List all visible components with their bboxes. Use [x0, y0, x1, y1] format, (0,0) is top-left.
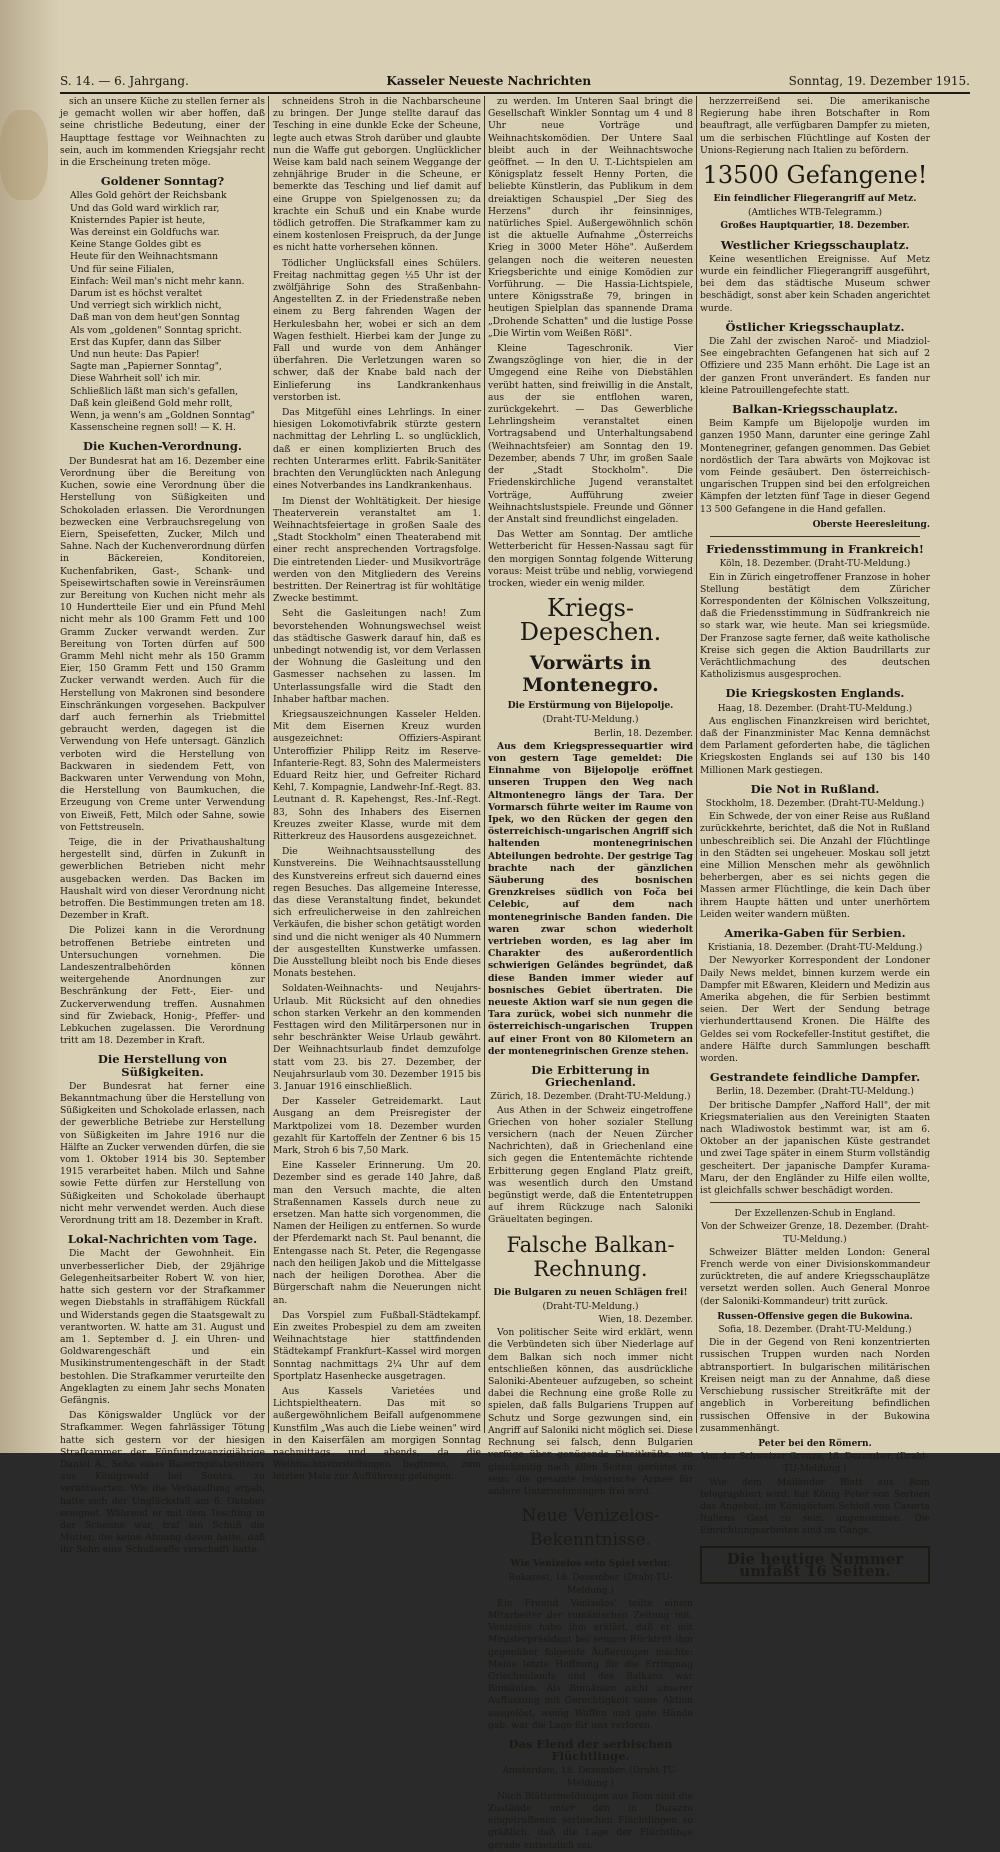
article-heading: Falsche Balkan-Rechnung.: [506, 1232, 675, 1281]
poem-line: Keine Stange Goldes gibt es: [70, 239, 202, 251]
article-text: Soldaten-Weihnachts- und Neujahrs-Urlaub. Mit Rücksicht auf den ohnedies schon starken Verkehr an den kommenden Festtagen wird den Militärpersonen nur in sehr beschränkter Weise Urlaub gewährt. Der Weihnachtsurlaub findet demzufolge statt vom 23. bis 27. Dezember, der Neujahrsurlaub vom 30. Dezember 1915 bis 3. Januar 1916 einschließlich.: [273, 983, 481, 1093]
article-text: Kriegsauszeichnungen Kasseler Helden. Mit dem Eisernen Kreuz wurden ausgezeichnet: Offiziers-Aspirant Unteroffizier Philipp Reitz im Reserve-Infanterie-Regt. 83, Sohn des Malermeisters Eduard Reitz hier, und Gefreiter Richard Kehl, 7. Kompagnie, Landwehr-Inf.-Regt. 83. Leutnant d. R. Kapehengst, Res.-Inf.-Regt. 83, Sohn des Inhabers des Eisernen Kreuzes zweiter Klasse, wurde mit dem Ritterkreuz des Hausordens ausgezeichnet.: [273, 708, 481, 842]
article-heading: Die Kriegskosten Englands.: [725, 686, 905, 701]
poem-line: Und nun heute: Das Papier!: [70, 349, 200, 361]
article-heading: Russen-Offensive gegen die Bukowina.: [717, 1311, 913, 1322]
article-heading: Peter bei den Römern.: [758, 1438, 872, 1449]
page-count-notice: Die heutige Nummer umfaßt 16 Seiten.: [700, 1546, 930, 1584]
article-text: Seht die Gasleitungen nach! Zum bevorstehenden Wohnungswechsel weist das städtische Gaswerk darauf hin, daß es unbedingt notwendig ist, vor dem Verlassen der Wohnung die Gasleitung und den Gasmesser nachsehen zu lassen. Im Unterlassungsfalle wird die Stadt den Inhaber haftbar machen.: [273, 608, 481, 705]
article-heading: Östlicher Kriegsschauplatz.: [725, 319, 905, 334]
poem-title: Goldener Sonntag?: [100, 174, 225, 189]
dateline: Haag, 18. Dezember. (Draht-TU-Meldung.): [717, 703, 913, 714]
article-heading: Das Elend der serbischen Flüchtlinge.: [508, 1736, 673, 1764]
article-text: Der Bundesrat hat am 16. Dezember eine Verordnung über die Bereitung von Kuchen, sowie eine Verordnung über die Herstellung von Süßigkeiten und Schokoladen erlassen. Die Verordnungen bezwecken eine Verbrauchsregelung von Eiern, Speisefetten, Zucker, Milch und Sahne. Nach der Kuchenverordnung dürfen in Bäckereien, Konditoreien, Kuchenfabriken, Gast-, Schank- und Speisewirtschaften sowie in Vereinsräumen zur Bereitung von Kuchen nicht mehr als 10 Hundertteile Eier und ein Pfund Mehl nicht mehr als 100 Gramm Fett und 100 Gramm Zucker verwandt werden. Zur Bereitung von Torten dürfen auf 500 Gramm Mehl nicht mehr als 150 Gramm Eier, 150 Gramm Fett und 150 Gramm Zucker verwandt werden. Auch für die Herstellung von Makronen sind besondere Einschränkungen vorgesehen. Backpulver darf auch fernerhin als Triebmittel gebraucht werden, dagegen ist die Verwendung von Hefe untersagt. Gänzlich verboten wird die Herstellung von Backwaren in siedendem Fett, von Backwaren unter Verwendung von Mohn, die Herstellung von Baumkuchen, die Erzeugung von Creme unter Verwendung von Eiweiß, Fett, Milch oder Sahne, sowie von Fettstreuseln.: [60, 455, 265, 833]
column-rule: [696, 96, 697, 1433]
article-text: Der Newyorker Korrespondent der Londoner Daily News meldet, binnen kurzem werde ein Dampfer mit Eßwaren, Kleidern und Medizin aus Amerika abgehen, die für Serbien bestimmt seien. Der Wert der Sendung betrage vierhunderttausend Kronen. Die Hälfte des Geldes sei vom Rockefeller-Institut gestiftet, die andere Hälfte durch Sammlungen beschafft worden.: [700, 955, 930, 1065]
article-text: Ein Freund Venizelos' teilte einem Mitarbeiter der rumänischen Zeitung mit, Venizelos habe ihm erklärt, daß er mit Ministerpräsident bei seinem Rücktritt ihm gegenüber folgende Äußerungen machte: Meine letzte Hoffnung für die Erringung Griechenlands und des Balkans war Rumänien. Als Rumänien nicht unserer Auffassung mit Gerechtigkeit seine Aktion ausgelöst, wenig Waffen und gute Hände gab, war die Lage für uns verloren.: [488, 1597, 693, 1731]
poem-line: Darum ist es höchst veraltet: [70, 288, 203, 300]
article-text: Teige, die in der Privathaushaltung hergestellt sind, dürfen in Zukunft in gewerblichen Betrieben nicht mehr ausgebacken werden. Das Backen im Haushalt wird von dieser Verordnung nicht betroffen. Die Bestimmungen treten am 18. Dezember in Kraft.: [60, 836, 265, 922]
article-text: Kleine Tageschronik. Vier Zwangszöglinge von hier, die in der Umgegend eine Reihe von Diebstählen verübt hatten, sind freiwillig in die Anstalt, aus der sie entflohen waren, zurückgekehrt. — Das Gewerbliche Lehrlingsheim veranstaltet einen Vortragsabend und Unterhaltungsabend (Weihnachtsfeier) am Sonntag den 19. Dezember, abends 7 Uhr, im großen Saale der „Stadt Stockholm". Die Friedenskirchliche Jugend veranstaltet Vorträge, Aufführung zweier Weihnachtslustspiele. Freunde und Gönner der Anstalt sind freundlichst eingeladen.: [488, 343, 693, 525]
article-text: Die Weihnachtsausstellung des Kunstvereins. Die Weihnachtsausstellung des Kunstvereins erfreut sich dauernd eines regen Besuches. Das allgemeine Interesse, das diese Veranstaltung findet, bekundet sich erfreulicherweise in den zahlreichen Verkäufen, die bisher schon getätigt worden sind und die nicht weniger als 40 Nummern der ausgestellten Kunstwerke umfassen. Die Ausstellung bleibt noch bis Ende dieses Monats bestehen.: [273, 846, 481, 980]
paper-stain: [0, 110, 48, 200]
poem-line: Was dereinst ein Goldfuchs war.: [70, 227, 220, 239]
poem-line: Sagte man „Papierner Sonntag",: [70, 361, 222, 373]
poem-line: Alles Gold gehört der Reichsbank: [70, 190, 227, 202]
column-4: [700, 96, 930, 1580]
poem: [70, 190, 265, 434]
article-heading: Neue Venizelos-Bekenntnisse.: [521, 1506, 660, 1551]
article-heading: Gestrandete feindliche Dampfer.: [709, 1070, 921, 1085]
article-heading: Die Kuchen-Verordnung.: [83, 439, 242, 454]
poem-line: Diese Wahrheit soll' ich mir.: [70, 373, 201, 385]
article-heading: 13500 Gefangene!: [702, 161, 928, 190]
masthead-right: Sonntag, 19. Dezember 1915.: [788, 74, 970, 88]
poem-line: Heute für den Weihnachtsmann: [70, 251, 219, 263]
article-text: Das Vorspiel zum Fußball-Städtekampf. Ein zweites Probespiel zu dem am zweiten Weihnachtstage hier stattfindenden Städtekampf Frankfurt–Kassel wird morgen Sonntag nachmittags 2¼ Uhr auf dem Sportplatz Hasenhecke ausgetragen.: [273, 1309, 481, 1382]
article-heading: Die Not in Rußland.: [750, 781, 880, 796]
dateline: Kristiania, 18. Dezember. (Draht-TU-Meldung.): [707, 943, 923, 954]
column-rule: [268, 96, 269, 1433]
dateline: Von der Schweizer Grenze, 18. Dezember. (Draht-TU-Meldung.): [701, 1452, 929, 1475]
article-subheading: Die Erstürmung von Bijelopolje.: [507, 700, 674, 712]
dateline: Amsterdam, 18. Dezember. (Draht-TU-Meldung.): [502, 1766, 679, 1789]
dateline: Zürich, 18. Dezember. (Draht-TU-Meldung.): [490, 1092, 691, 1103]
article-text: Das Königswalder Unglück vor der Strafkammer. Wegen fahrlässiger Tötung hatte sich gestern vor der hiesigen Strafkammer der Fünfundzwanzigjährige Daniel A., Sohn eines Bauerngutsbesitzers aus Königswald bei Sontra, zu verantworten. Wie die Verhandlung ergab, hatte sich der Unglücksfall am 6. Oktober ereignet. Während er mit dem Tesching in der Scheune war, traf ein Schuß die Mutter, die keine Ahnung davon hatte, daß ihr Sohn eine Schußwaffe verschafft hatte.: [60, 1410, 265, 1556]
article-source: (Draht-TU-Meldung.): [542, 715, 639, 726]
poem-line: Knisterndes Papier ist heute,: [70, 214, 206, 226]
article-subheading: Ein feindlicher Fliegerangriff auf Metz.: [713, 193, 917, 205]
poem-line: Kassenscheine regnen soll! — K. H.: [70, 422, 236, 434]
poem-line: Daß kein gleißend Gold mehr rollt,: [70, 397, 233, 409]
article-text: Nach Blättermeldungen aus Rom sind die Zustände unter den in Durazzo eingetroffenen serbischen Flüchtlingen so gräßlich, daß die Lage der Flüchtlinge gerade entsetzlich sei.: [488, 1790, 693, 1851]
poem-line: Als vom „goldenen" Sonntag spricht.: [70, 324, 242, 336]
article-text: Beim Kampfe um Bijelopolje wurden im ganzen 1950 Mann, darunter eine geringe Zahl Montenegriner, gefangen genommen. Das Gebiet nordöstlich der Tara abwärts von Mojkovac ist vom Feinde gesäubert. Den österreichisch-ungarischen Truppen sind bei den erfolgreichen Kämpfen der letzten fünf Tage in dieser Gegend 13 500 Gefangene in die Hand gefallen.: [700, 418, 930, 515]
article-text: Aus englischen Finanzkreisen wird berichtet, daß der Finanzminister Mac Kenna demnächst dem Parlament geforderten habe, die täglichen Kriegskosten Englands sei auf 130 bis 140 Millionen Mark gestiegen.: [700, 715, 930, 776]
article-heading: Vorwärts in Montenegro.: [522, 652, 659, 697]
article-heading: Die Herstellung von Süßigkeiten.: [97, 1052, 228, 1079]
poem-line: Und für seine Filialen,: [70, 263, 175, 275]
column-3: [488, 96, 693, 1851]
masthead-left: S. 14. — 6. Jahrgang.: [60, 74, 189, 88]
article-text: Eine Kasseler Erinnerung. Um 20. Dezember sind es gerade 140 Jahre, daß man den Versuch machte, die alten Straßennamen Kassels durch neue zu ersetzen. Man hatte sich vorgenommen, die Namen der Heiligen zu entfernen. So wurde der Pferdemarkt nach St. Paul benannt, die Entengasse nach St. Peter, die Regengasse nach den heiligen Jakob und die Mittelgasse nach der heiligen Dorothea. Aber die Bürgerschaft nahm die Neuerungen nicht an.: [273, 1160, 481, 1306]
divider: [710, 536, 920, 537]
dateline: Wien, 18. Dezember.: [598, 1315, 693, 1326]
dateline: Berlin, 18. Dezember. (Draht-TU-Meldung.): [716, 1087, 914, 1098]
article-text: zu werden. Im Unteren Saal bringt die Gesellschaft Winkler Sonntag um 4 und 8 Uhr neue Vorträge und Weihnachtskomödien. Der Untere Saal bleibt auch in der Weihnachtswoche geöffnet. — In den U. T.-Lichtspielen am Königsplatz fesselt Henny Porten, die beliebte Künstlerin, das Publikum in dem dreiaktigen Schauspiel „Der Sieg des Herzens" durch ihr feinsinniges, natürliches Spiel. Außergewöhnlich schön ist die aktuelle Aufnahme „Österreichs Krieg in 3000 Meter Höhe". Außerdem gelangen noch die weiteren neuesten Kriegsberichte und einige Komödien zur Vorführung. — Die Hassia-Lichtspiele, untere Königsstraße 79, bringen in heutigen Spielplan das spannende Drama „Drohende Schatten" und die lustige Posse „Die Wirtin vom Weißen Rößl".: [488, 96, 693, 339]
dateline: Bukarest, 18. Dezember. (Draht-TU-Meldung.): [508, 1573, 673, 1596]
dateline: Stockholm, 18. Dezember. (Draht-TU-Meldung.): [705, 798, 925, 809]
article-text: Wie dem Mailänder Blatt aus Rom telegraphiert wird, hat König Peter von Serbien das Angebot, im Königlichen Schloß von Caserta Italiens Gast zu sein, angenommen. Die Einrichtungsarbeiten sind im Gange.: [700, 1476, 930, 1537]
article-heading: Friedensstimmung in Frankreich!: [706, 542, 924, 557]
masthead: [60, 70, 970, 94]
poem-line: Daß man von dem heut'gen Sonntag: [70, 312, 240, 324]
article-subheading: Die Bulgaren zu neuen Schlägen frei!: [493, 1286, 688, 1298]
article-source: (Draht-TU-Meldung.): [542, 1301, 639, 1312]
poem-line: Einfach: Weil man's nicht mehr kann.: [70, 275, 245, 287]
dateline: Köln, 18. Dezember. (Draht-TU-Meldung.): [719, 559, 911, 570]
article-heading: Westlicher Kriegsschauplatz.: [720, 237, 910, 252]
article-text: Aus dem Kriegspressequartier wird von gestern Tage gemeldet: Die Einnahme von Bijelopolje eröffnet unseren Truppen den Weg nach Altmontenegro längs der Tara. Der Vormarsch führte weiter im Raume von Ipek, wo den Rücken der gegen den österreichisch-ungarischen Angriff sich haltenden montenegrinischen Abteilungen bedrohte. Der gestrige Tag brachte nach der gänzlichen Säuberung des bosnischen Grenzkreises südlich von Foča bei Celebic, auf dem nach montenegrinische Banden fanden. Die waren zwar schon wiederholt vertrieben worden, es lag aber im Charakter des außerordentlich schwierigen Geländes begründet, daß diese Banden immer wieder auf bosnisches Gebiet übertraten. Die neueste Aktion warf sie nun gegen die Tara zurück, wobei sich nunmehr die österreichisch-ungarischen Truppen auf einer Front von 80 Kilometern an der montenegrinischen Grenze stehen.: [488, 740, 693, 1057]
article-text: Die Polizei kann in die Verordnung betroffenen Betriebe eintreten und Untersuchungen vornehmen. Die Landeszentralbehörden können weitergehende Anordnungen zur Beschränkung der Fett-, Eier- und Zuckerverwendung treffen. Ausnahmen sind für Zwieback, Honig-, Pfeffer- und Lebkuchen zugelassen. Die Verordnung tritt am 18. Dezember in Kraft.: [60, 925, 265, 1047]
column-2: [273, 96, 481, 1483]
article-text: Tödlicher Unglücksfall eines Schülers. Freitag nachmittag gegen ½5 Uhr ist der zwölfjährige Sohn des Straßenbahn-Angestellten Z. in der Friedenstraße neben einem zu Berg fahrenden Wagen der Herkulesbahn her, wobei er sich an dem Wagen festhielt. Hierbei kam der Junge zu Fall und wurde von dem Anhänger überfahren. Die Verletzungen waren so schwer, daß der Knabe bald nach der Einlieferung ins Landkrankenhaus verstorben ist.: [273, 257, 481, 403]
article-text: schneidens Stroh in die Nachbarscheune zu bringen. Der Junge stellte darauf das Tesching in eine dunkle Ecke der Scheune, legte auch etwas Stroh darüber und glaubte nun die Waffe gut geborgen. Unglücklicher Weise kam bald nach seinem Weggange der zehnjährige Bruder in die Scheune, er bemerkte das Tesching und lief damit auf eine Gruppe von Spielgenossen zu; da krachte ein Schuß und ein Knabe wurde tödlich getroffen. Die Strafkammer kam zu einem kostenlosen Freispruch, da der Junge es nicht hatte vorhersehen können.: [273, 96, 481, 254]
article-source: (Amtliches WTB-Telegramm.): [747, 208, 883, 219]
column-1: [60, 96, 265, 1556]
dateline: Sofia, 18. Dezember. (Draht-TU-Meldung.): [718, 1325, 912, 1336]
poem-line: Und das Gold ward wirklich rar,: [70, 202, 220, 214]
columns: [60, 96, 970, 1851]
article-heading: Lokal-Nachrichten vom Tage.: [67, 1232, 258, 1247]
article-heading: Der Exzellenzen-Schub in England.: [734, 1209, 896, 1220]
article-text: Das Mitgefühl eines Lehrlings. In einer hiesigen Lokomotivfabrik stürzte gestern nachmittag der Lehrling L. so unglücklich, daß er einen komplizierten Bruch des rechten Unterarmes erlitt. Fabrik-Sanitäter brachten den Verunglückten nach Anlegung eines Notverbandes ins Landkrankenhaus.: [273, 407, 481, 492]
article-text: Von politischer Seite wird erklärt, wenn die Verbündeten sich über Niederlage auf dem Balkan sich noch immer nicht entschließen können, das ausdrückliche Saloniki-Abenteuer aufzugeben, so scheint dabei die Rechnung eine große Rolle zu spielen, daß falls Bulgariens Truppen auf Schutz und Sorge gezwungen sind, ein Angriff auf Saloniki nicht möglich sei. Diese Rechnung sei falsch, denn Bulgarien verfüge über genügende Streitkräfte, um gleichzeitig nach allen Seiten gerüstet zu sein; die gesamte bulgarische Armee für andere Unternehmungen frei wird.: [488, 1327, 693, 1497]
dateline: Berlin, 18. Dezember.: [593, 728, 693, 739]
article-text: Die Macht der Gewohnheit. Ein unverbesserlicher Dieb, der 29jährige Gelegenheitsarbeiter Robert W. von hier, hatte sich gestern vor der Strafkammer wegen Diebstahls in straffähigem Rückfall und Widerstands gegen die Staatsgewalt zu verantworten. W. hatte am 31. August und am 1. September d. J. ein Uhren- und Goldwarengeschäft und ein Musikinstrumentengeschäft in der Stadt bestohlen. Die Strafkammer verurteilte den Angeklagten zu einem Jahr sechs Monaten Gefängnis.: [60, 1248, 265, 1406]
article-text: sich an unsere Küche zu stellen ferner als je gemacht wollen wir aber hoffen, daß seine christliche Bedeutung, einer der Haupttage festtage vor Weihnachten zu sein, auch im kommenden Kriegsjahr recht in die Erscheinung treten möge.: [60, 96, 265, 169]
article-text: Schweizer Blätter melden London: General French werde von einer Divisionskommandeur zurücktreten, die auf andere Kriegsschauplätze versetzt werden sollen. Auch General Monroe (der Saloniki-Kommandeur) tritt zurück.: [700, 1246, 930, 1307]
article-text: Der britische Dampfer „Nafford Hall", der mit Kriegsmaterialien aus den Vereinigten Staaten nach Wladiwostok bestimmt war, ist am 6. Oktober an der japanischen Küste gestrandet und zwei Tage später in einem Sturm vollständig gescheitert. Der japanische Dampfer Kurama-Maru, der den Engländer zu Hilfe eilen wollte, ist gleichfalls schwer beschädigt worden.: [700, 1099, 930, 1197]
article-text: Im Dienst der Wohltätigkeit. Der hiesige Theaterverein veranstaltet am 1. Weihnachtsfeiertage in großen Saale des „Stadt Stockholm" einen Theaterabend mit einer recht ansprechenden Vortragsfolge. Die eintretenden Lieder- und Musikvorträge werden von den Mitgliedern des Vereins bestritten. Der Reinertrag ist für wohltätige Zwecke bestimmt.: [273, 495, 481, 605]
poem-line: Und verriegt sich wirklich nicht,: [70, 300, 222, 312]
masthead-center: Kasseler Neueste Nachrichten: [386, 74, 592, 88]
dateline: Von der Schweizer Grenze, 18. Dezember. (Draht-TU-Meldung.): [701, 1222, 929, 1245]
signature: Oberste Heeresleitung.: [812, 519, 930, 530]
article-text: Der Bundesrat hat ferner eine Bekanntmachung über die Herstellung von Süßigkeiten und Schokolade erlassen, nach der gewerbliche Betriebe zur Herstellung von Süßigkeiten im Jahre 1916 nur die Hälfte an Zucker verwenden dürfen, die sie vom 1. Oktober 1914 bis 30. September 1915 verarbeitet haben. Milch und Sahne sowie Fette dürfen zur Herstellung von Süßigkeiten und Schokolade überhaupt nicht mehr verwendet werden. Auch diese Verordnung tritt am 18. Dezember in Kraft.: [60, 1080, 265, 1227]
article-text: Ein Schwede, der von einer Reise aus Rußland zurückkehrte, berichtet, daß die Not in Rußland unbeschreiblich sei. Die Anzahl der Flüchtlinge in den Städten sei ungeheuer. Moskau soll jetzt eine Million Menschen mehr als gewöhnlich beherbergen, aber es sei nichts gegen die Massen armer Flüchtlinge, die kein Dach über ihrem Haupte hätten und unter unerhörtem Leiden weiter wandern müßten.: [700, 811, 930, 920]
article-heading: Balkan-Kriegsschauplatz.: [732, 402, 898, 417]
section-banner: Kriegs-Depeschen.: [519, 594, 662, 647]
column-rule: [484, 96, 485, 1433]
article-heading: Amerika-Gaben für Serbien.: [724, 925, 906, 940]
article-heading: Die Erbitterung in Griechenland.: [531, 1063, 650, 1090]
article-text: Der Kasseler Getreidemarkt. Laut Ausgang an dem Preisregister der Marktpolizei vom 18. Dezember wurden gezahlt für Kartoffeln der Zentner 6 bis 15 Mark, Stroh 6 bis 7,50 Mark.: [273, 1096, 481, 1157]
poem-line: Erst das Kupfer, dann das Silber: [70, 336, 221, 348]
article-text: Keine wesentlichen Ereignisse. Auf Metz wurde ein feindlicher Fliegerangriff ausgeführt, bei dem das städtische Museum schwer beschädigt, sonst aber kein Schaden angerichtet wurde.: [700, 253, 930, 314]
article-text: Die Zahl der zwischen Naroč- und Miadziol-See eingebrachten Gefangenen hat sich auf 2 Offiziere und 235 Mann erhöht. Die Lage ist an der ganzen Front unverändert. Es fanden nur kleine Patrouillengefechte statt.: [700, 336, 930, 396]
article-subheading: Wie Venizelos sein Spiel verlor.: [510, 1558, 671, 1570]
article-text: Das Wetter am Sonntag. Der amtliche Wetterbericht für Hessen-Nassau sagt für den morgigen Sonntag folgende Witterung voraus: Meist trübe und neblig, vorwiegend trocken, wieder ein wenig milder.: [488, 529, 693, 589]
poem-line: Schließlich läßt man sich's gefallen,: [70, 385, 239, 397]
article-text: Die in der Gegend von Reni konzentrierten russischen Truppen wurden nach Norden abtransportiert. In bulgarischen militärischen Kreisen neigt man zu der Annahme, daß diese Verschiebung russischer Streitkräfte mit der angeblich in Vorbereitung befindlichen russischen Offensive in der Bukowina zusammenhängt.: [700, 1337, 930, 1434]
poem-line: Wenn, ja wenn's am „Goldnen Sonntag": [70, 410, 256, 422]
article-text: Aus Kassels Varietées und Lichtspieltheatern. Das mit so außergewöhnlichem Beifall aufgenommene Kunstfilm „Was auch die Liebe weinen" wird in den Kaiserfälen am morgigen Sonntag nachmittags und abends, da die Weihnachtsvorstellungen beginnen, zum letzten Male zur Aufführung gelangen.: [273, 1385, 481, 1483]
article-text: Ein in Zürich eingetroffener Franzose in hoher Stellung bestätigt dem Züricher Korrespondenten der Kölnischen Volkszeitung, daß die Friedensstimmung in Südfrankreich nie so stark war, wie heute. Man sei kriegsmüde. Der Franzose sagte ferner, daß weite katholische Kreise sich gegen die Aktion Baudrillarts zur Verächtlichmachung des deutschen Katholizismus ausgesprochen.: [700, 571, 930, 681]
divider: [710, 1202, 920, 1203]
article-text: herzzerreißend sei. Die amerikanische Regierung habe ihren Botschafter in Rom beauftragt, alle verfügbaren Dampfer zu mieten, um die serbischen Flüchtlinge auf Kosten der Unions-Regierung nach Italien zu befördern.: [700, 96, 930, 156]
article-text: Aus Athen in der Schweiz eingetroffene Griechen von hoher sozialer Stellung versichern (nach der Neuen Zürcher Nachrichten), daß in Griechenland eine sich gegen die Ententemächte richtende Erbitterung gegen England Platz greift, was wesentlich durch den Umstand begünstigt werde, daß die Ententetruppen auf ihrem Rückzuge nach Saloniki Gräueltaten begingen.: [488, 1104, 693, 1226]
dateline: Großes Hauptquartier, 18. Dezember.: [720, 221, 910, 232]
